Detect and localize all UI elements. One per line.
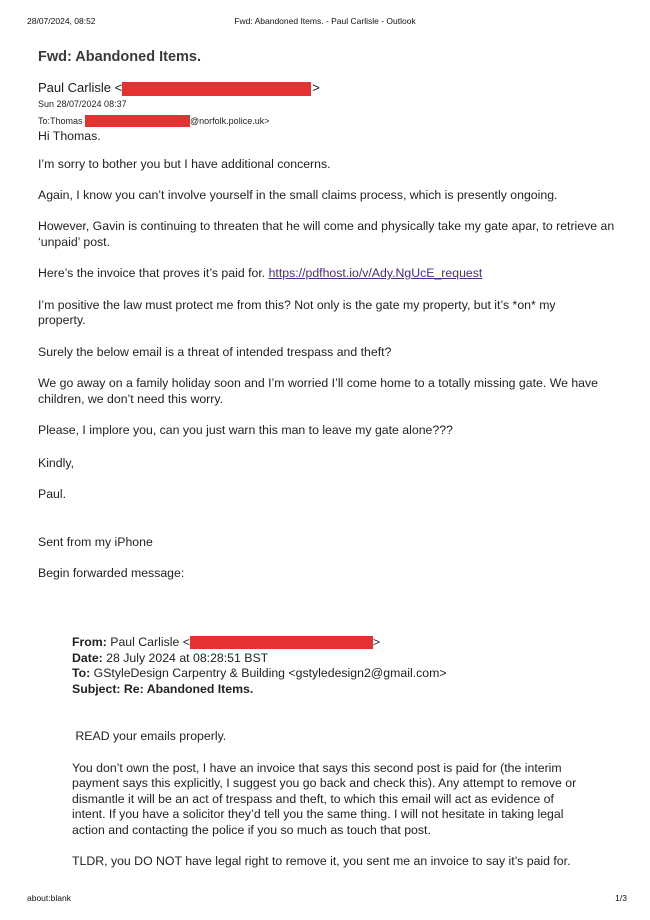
forwarded-to-label: To: (72, 666, 91, 680)
sender-close-bracket: > (312, 80, 320, 95)
redacted-recipient-email (85, 115, 190, 127)
email-sender[interactable] (38, 81, 628, 96)
forwarded-from-label: From: (72, 635, 107, 649)
body-paragraph: I’m sorry to bother you but I have additional concerns. (38, 157, 331, 172)
email-view (38, 49, 628, 582)
email-body (38, 129, 628, 582)
forwarded-date (72, 651, 592, 667)
body-paragraph: Please, I implore you, can you just warn this man to leave my gate alone??? (38, 423, 453, 438)
print-footer-url: about:blank (27, 893, 71, 903)
forwarded-header (72, 635, 592, 697)
recipient-prefix: To:Thomas (38, 115, 86, 126)
redacted-sender-email (122, 82, 311, 96)
forwarded-from-close: > (372, 635, 381, 649)
forwarded-to (72, 666, 592, 682)
forwarded-from-name: Paul Carlisle < (106, 635, 190, 649)
forwarded-body (72, 729, 592, 870)
email-recipient[interactable] (38, 115, 628, 127)
forwarded-paragraph: You don’t own the post, I have an invoice that says this second post is paid for (the interim payment says this explicitly, I suggest you go back and check this). Any attempt to remove or dismantle it will be an act of trespass and theft, to which this email will act as evidence of intent. If you have a solicitor they’d tell you the same thing. I will not hesitate in taking legal action and contacting the police if you so much as touch that post. (72, 760, 577, 837)
body-signature: Paul. (38, 487, 67, 502)
body-paragraph: We go away on a family holiday soon and I’m worried I’ll come home to a totally missing gate. We have children, we don’t need this worry. (38, 376, 599, 406)
forwarded-date-label: Date: (72, 650, 103, 665)
forwarded-paragraph: READ your emails properly. (72, 729, 227, 743)
body-paragraph-invoice (38, 266, 628, 282)
forwarded-from (72, 635, 592, 651)
invoice-link[interactable]: https://pdfhost.io/v/Ady.NgUcE_request (268, 266, 483, 281)
forwarded-subject (72, 682, 592, 698)
print-datetime: 28/07/2024, 08:52 (27, 16, 96, 26)
recipient-domain: @norfolk.police.uk> (190, 115, 270, 126)
email-subject: Fwd: Abandoned Items. (38, 49, 201, 65)
body-forward-intro: Begin forwarded message: (38, 566, 185, 581)
print-page-title: Fwd: Abandoned Items. - Paul Carlisle - Outlook (234, 16, 416, 26)
redacted-forwarded-email (190, 636, 373, 649)
body-paragraph: I’m positive the law must protect me from this? Not only is the gate my property, but it’s *on* my property. (38, 297, 556, 328)
forwarded-subject-label: Subject: Re: Abandoned Items. (72, 681, 254, 696)
invoice-text: Here’s the invoice that proves it’s paid for. (38, 266, 266, 281)
body-paragraph: However, Gavin is continuing to threaten that he will come and physically take my gate apar, to retrieve an ‘unpaid’ post. (38, 219, 615, 249)
sender-name: Paul Carlisle < (38, 80, 123, 95)
body-paragraph: Again, I know you can’t involve yourself in the small claims process, which is presently ongoing. (38, 187, 558, 202)
email-date: Sun 28/07/2024 08:37 (38, 98, 127, 109)
print-page-number: 1/3 (615, 893, 627, 903)
body-signoff: Kindly, (38, 455, 74, 470)
body-sent-from: Sent from my iPhone (38, 534, 153, 549)
forwarded-date-value: 28 July 2024 at 08:28:51 BST (102, 650, 269, 665)
body-greeting: Hi Thomas. (38, 128, 101, 143)
forwarded-to-value: GStyleDesign Carpentry & Building <gstyledesign2@gmail.com> (90, 666, 447, 680)
body-paragraph: Surely the below email is a threat of intended trespass and theft? (38, 344, 392, 359)
forwarded-paragraph: TLDR, you DO NOT have legal right to remove it, you sent me an invoice to say it’s paid for. (72, 854, 571, 868)
